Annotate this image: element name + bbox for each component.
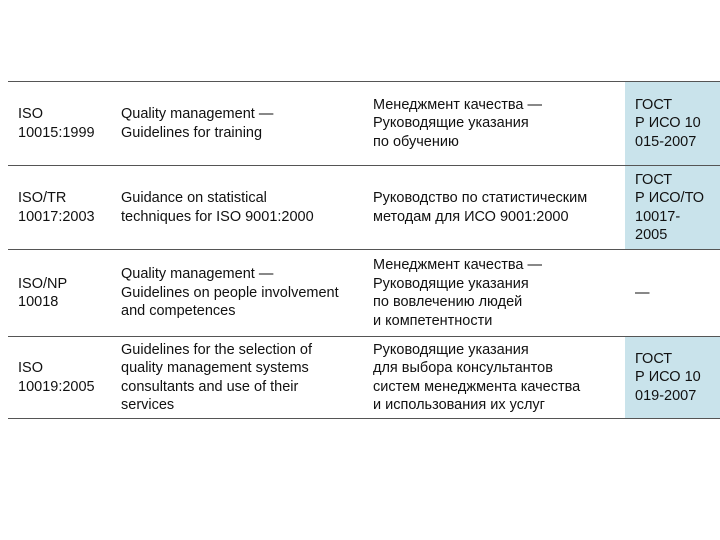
english-title-cell: Guidance on statistical techniques for ISO 9001:2000 (121, 190, 314, 225)
english-title-cell: Guidelines for the selection of quality management systems consultants and use of their services (121, 341, 313, 413)
gost-code-cell: ГОСТ Р ИСО 10 019-2007 (625, 337, 720, 419)
russian-title-cell: Менеджмент качества — Руководящие указания по обучению (373, 96, 542, 150)
russian-title-cell: Менеджмент качества — Руководящие указания по вовлечению людей и компетентности (373, 257, 542, 329)
russian-title-cell: Руководство по статистическим методам для ИСО 9001:2000 (373, 190, 588, 225)
iso-code-cell: ISO 10019:2005 (18, 360, 95, 395)
english-title-cell: Quality management — Guidelines on people involvement and competences (121, 266, 339, 320)
standards-table (8, 81, 720, 419)
table-row (8, 337, 720, 419)
table-row (8, 166, 720, 250)
gost-code-cell: — (635, 284, 650, 301)
gost-code-cell: ГОСТ Р ИСО/ТО 10017- 2005 (625, 166, 720, 250)
table-row (8, 250, 720, 337)
gost-code-cell: ГОСТ Р ИСО 10 015-2007 (625, 82, 720, 166)
russian-title-cell: Руководящие указания для выбора консультантов систем менеджмента качества и использования их услуг (373, 341, 581, 413)
iso-code-cell: ISO 10015:1999 (18, 106, 95, 141)
english-title-cell: Quality management — Guidelines for training (121, 106, 274, 141)
table-row (8, 82, 720, 166)
iso-code-cell: ISO/NP 10018 (18, 275, 68, 310)
iso-code-cell: ISO/TR 10017:2003 (18, 190, 95, 225)
